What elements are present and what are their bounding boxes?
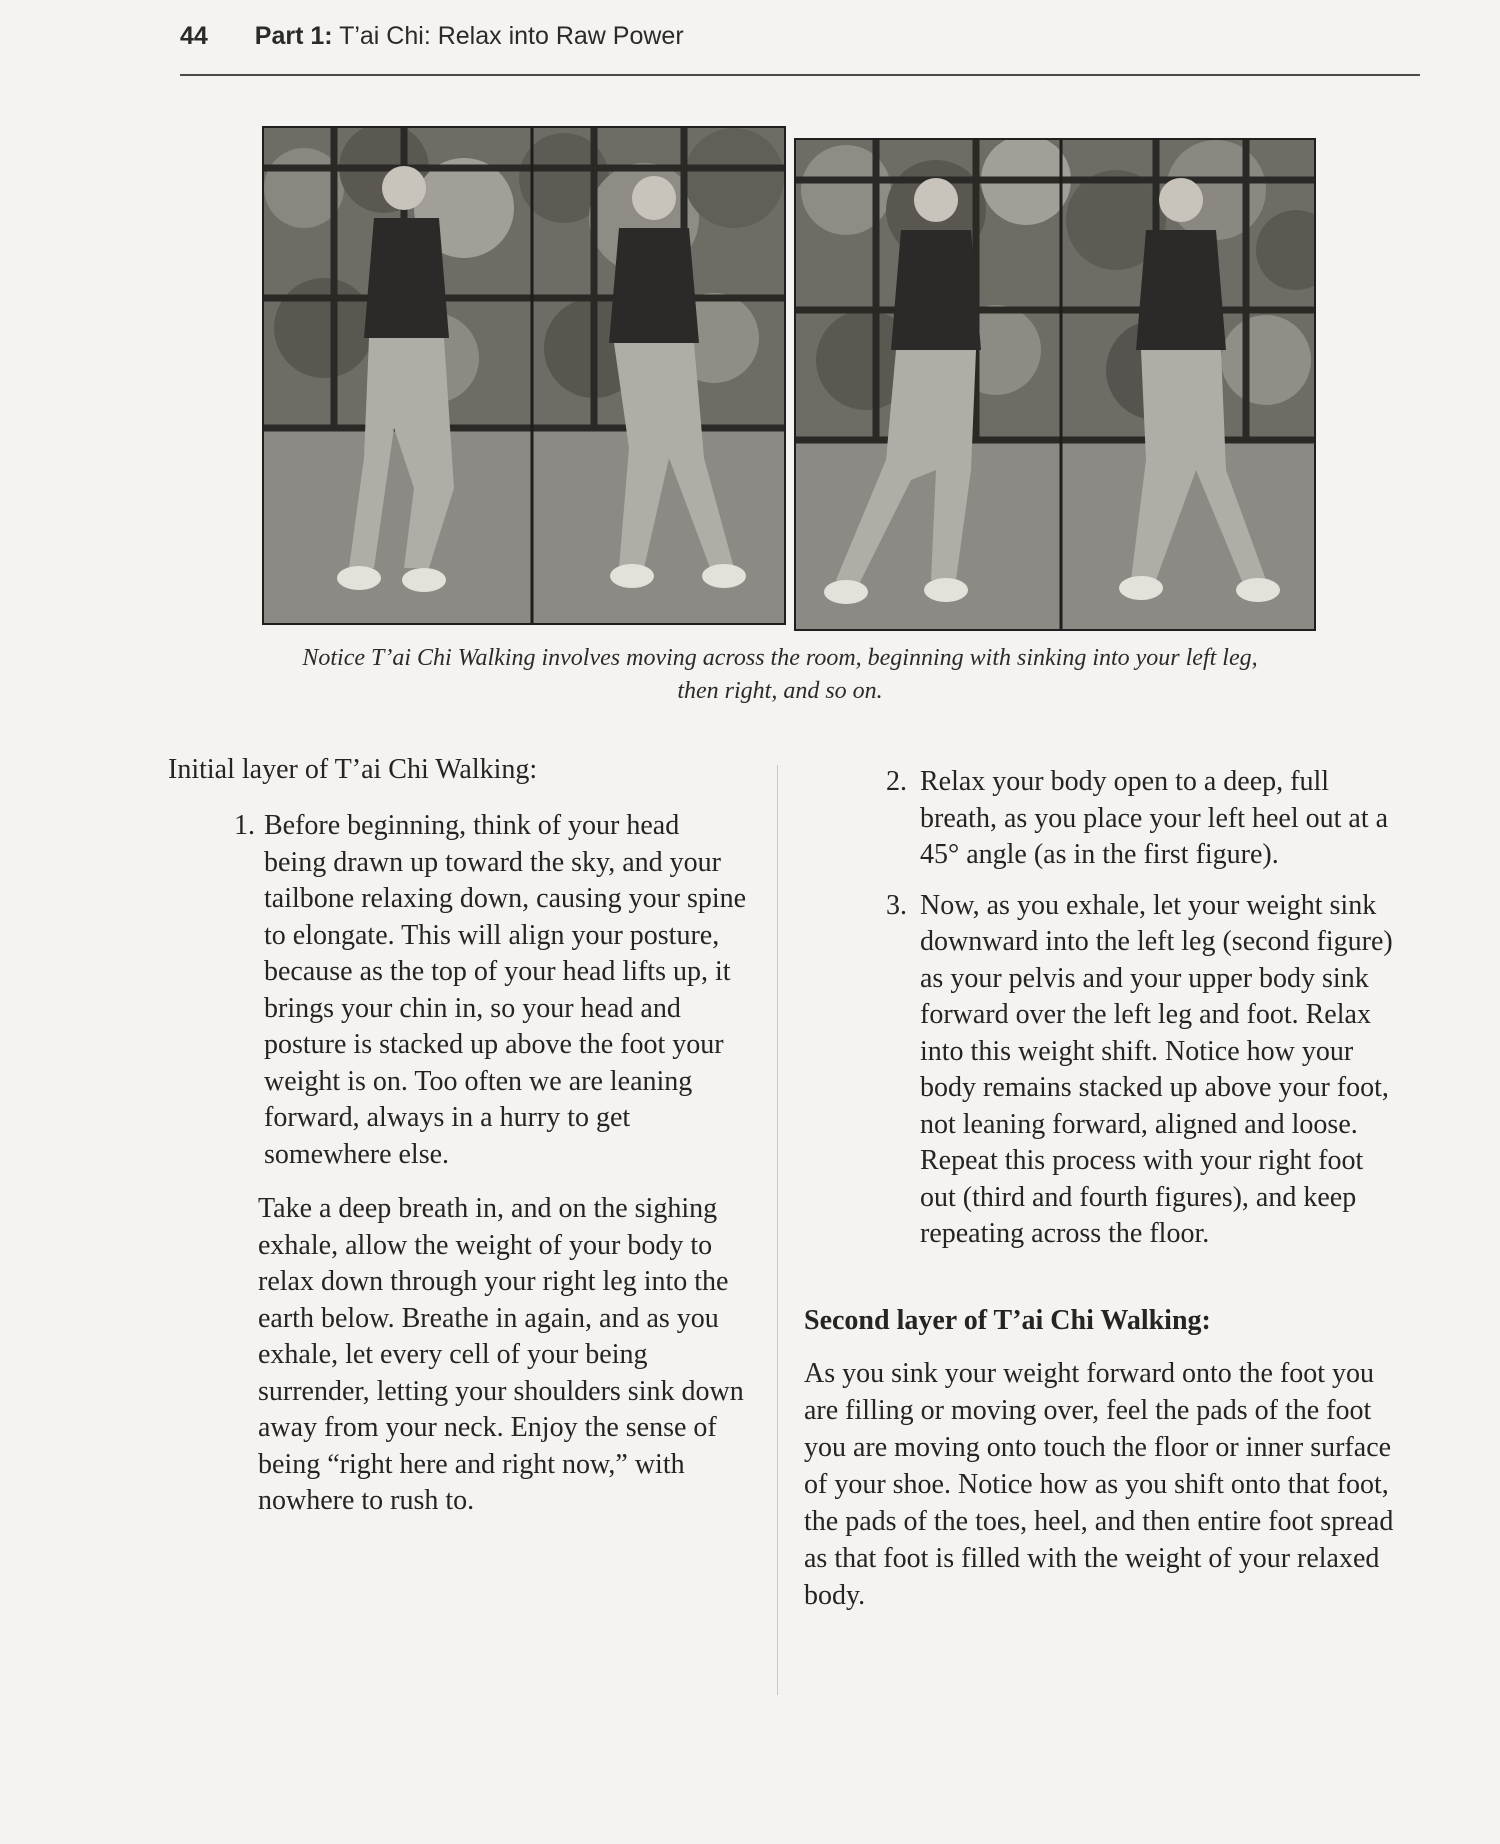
step-3 — [804, 888, 1404, 1253]
step-2-number: 2. — [886, 766, 907, 797]
second-layer-heading: Second layer of T’ai Chi Walking: — [804, 1304, 1211, 1336]
initial-layer-intro: Initial layer of T’ai Chi Walking: — [168, 754, 538, 785]
step-2 — [804, 764, 1404, 874]
step-3-number: 3. — [886, 889, 907, 921]
step-1 — [168, 808, 748, 1173]
photo-walking-frames-3-4 — [794, 138, 1316, 631]
caption-line-2: then right, and so on. — [677, 678, 883, 704]
left-column — [168, 752, 748, 1520]
steps-list-left — [168, 808, 748, 1173]
figure-caption — [250, 642, 1310, 708]
running-head — [180, 22, 1420, 51]
steps-list-right — [804, 764, 1404, 1253]
photo-walking-frames-1-2 — [262, 126, 786, 625]
column-divider — [777, 765, 778, 1695]
step-1-number: 1. — [234, 810, 255, 841]
step-1-text: Before beginning, think of your head being drawn up toward the sky, and your tailbone relaxing down, causing your spine to elongate. This will align your posture, because as the top of your head lifts up, it brings your chin in, so your head and posture is stacked up above the foot your weight is on. Too often we are leaning forward, always in a hurry to get somewhere else. — [264, 810, 747, 1170]
step-3-text: Now, as you exhale, let your weight sink downward into the left leg (second figure) as your pelvis and your upper body sink forward over the left leg and foot. Relax into this weight shift. Notice how your body remains stacked up above your foot, not leaning forward, aligned and loose. Repeat this process with your right foot out (third and fourth figures), and keep repeating across the floor. — [920, 889, 1393, 1249]
right-column — [804, 764, 1404, 1614]
part-label: Part 1: — [254, 22, 333, 50]
header-rule — [180, 74, 1420, 76]
page-number: 44 — [180, 22, 208, 50]
step-2-text: Relax your body open to a deep, full breath, as you place your left heel out at a 45° angle (as in the first figure). — [920, 766, 1389, 870]
breathing-paragraph: Take a deep breath in, and on the sighing exhale, allow the weight of your body to relax down through your right leg into the earth below. Breathe in again, and as you exhale, let every cell of your being surrender, letting your shoulders sink down away from your neck. Enjoy the sense of being “right here and right now,” with nowhere to rush to. — [258, 1193, 744, 1516]
part-title: T’ai Chi: Relax into Raw Power — [339, 22, 684, 50]
second-layer-body: As you sink your weight forward onto the foot you are filling or moving over, feel the pads of the foot you are moving onto touch the floor or inner surface of your shoe. Notice how as you shift onto that foot, the pads of the toes, heel, and then entire foot spread as that foot is filled with the weight of your relaxed body. — [804, 1357, 1394, 1611]
caption-line-1: Notice T’ai Chi Walking involves moving across the room, beginning with sinking into your left leg, — [302, 645, 1258, 671]
